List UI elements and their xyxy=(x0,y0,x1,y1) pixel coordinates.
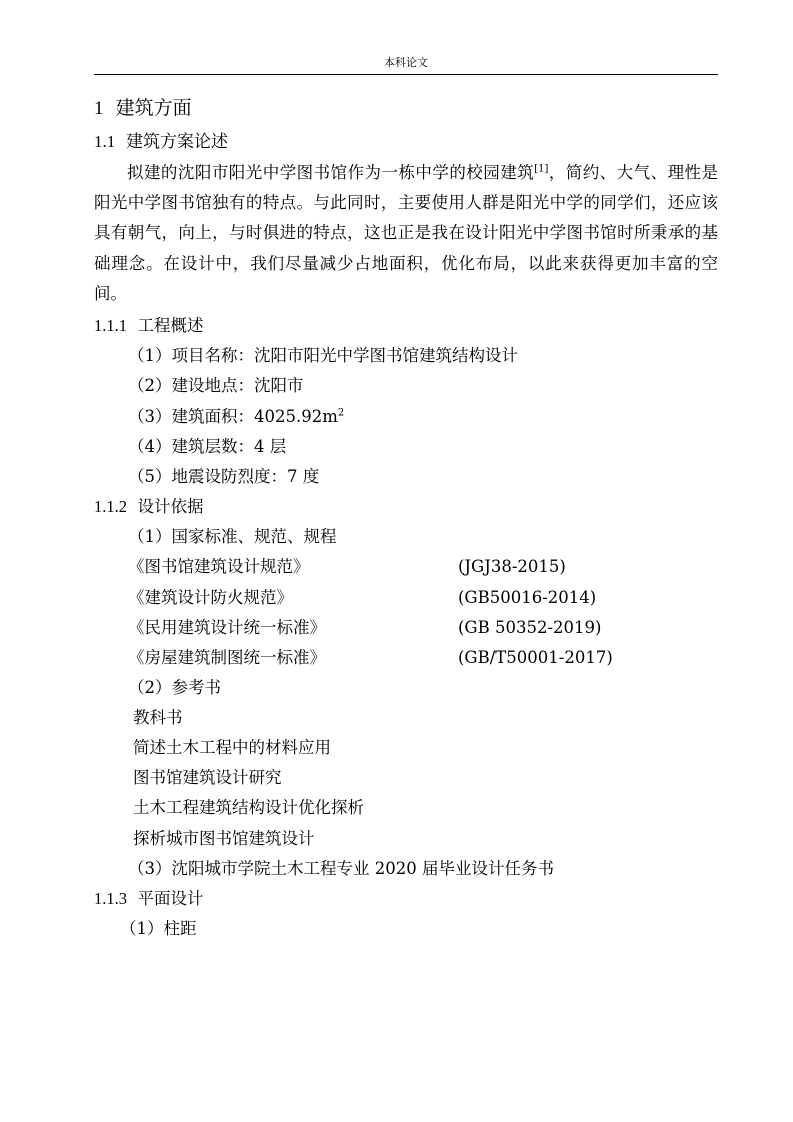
reference-book: 图书馆建筑设计研究 xyxy=(133,768,282,787)
reference-book: 教科书 xyxy=(133,708,183,727)
standard-row xyxy=(128,588,293,608)
standard-row xyxy=(128,648,326,668)
reference-book: 简述土木工程中的材料应用 xyxy=(133,738,331,757)
chapter-title: 建筑方面 xyxy=(115,97,192,119)
reference-books-label: （2）参考书 xyxy=(128,678,221,697)
chapter-number: 1 xyxy=(94,98,104,119)
header-rule xyxy=(94,74,718,75)
subsection-number: 1.1.3 xyxy=(94,889,127,908)
section-number: 1.1 xyxy=(94,132,116,151)
subsection-heading-1-1-2 xyxy=(94,497,204,517)
plan-item: （1）柱距 xyxy=(120,919,197,938)
intro-text-part1: 拟建的沈阳市阳光中学图书馆作为一栋中学的校园建筑 xyxy=(127,163,535,182)
citation-marker: [1] xyxy=(534,163,549,175)
project-item: （4）建筑层数：4 层 xyxy=(128,437,287,456)
area-text: （3）建筑面积：4025.92m xyxy=(128,407,338,426)
standards-label: （1）国家标准、规范、规程 xyxy=(128,527,337,546)
standard-row xyxy=(128,618,326,638)
standard-code: (GB 50352-2019) xyxy=(458,618,602,637)
subsection-title: 设计依据 xyxy=(137,497,204,516)
standard-name: 《建筑设计防火规范》 xyxy=(128,588,293,607)
project-item xyxy=(128,407,344,427)
subsection-title: 平面设计 xyxy=(137,889,204,908)
subsection-number: 1.1.2 xyxy=(94,497,127,516)
running-header: 本科论文 xyxy=(384,56,428,69)
chapter-heading xyxy=(94,98,192,119)
area-unit-superscript: 2 xyxy=(337,407,345,419)
intro-paragraph xyxy=(94,158,718,309)
intro-text-part2: ，简约、大气、理性是阳光中学图书馆独有的特点。与此同时，主要使用人群是阳光中学的同学们，还应该具有朝气，向上，与时俱进的特点，这也正是我在设计阳光中学图书馆时所秉承的基础理念。在设计中，我们尽量减少占地面积，优化布局，以此来获得更加丰富的空间。 xyxy=(94,163,719,303)
reference-book: 探析城市图书馆建筑设计 xyxy=(133,829,315,848)
subsection-number: 1.1.1 xyxy=(94,316,127,335)
subsection-title: 工程概述 xyxy=(137,316,204,335)
reference-book: 土木工程建筑结构设计优化探析 xyxy=(133,798,364,817)
section-heading-1-1 xyxy=(94,132,228,152)
section-title: 建筑方案论述 xyxy=(126,132,229,152)
project-item: （2）建设地点：沈阳市 xyxy=(128,376,304,395)
standard-code: (JGJ38-2015) xyxy=(458,557,566,576)
subsection-heading-1-1-3 xyxy=(94,889,204,909)
subsection-heading-1-1-1 xyxy=(94,316,204,336)
project-item: （1）项目名称：沈阳市阳光中学图书馆建筑结构设计 xyxy=(128,346,518,365)
assignment-doc: （3）沈阳城市学院土木工程专业 2020 届毕业设计任务书 xyxy=(128,859,554,878)
standard-row xyxy=(128,557,310,577)
standard-name: 《房屋建筑制图统一标准》 xyxy=(128,648,326,667)
standard-code: (GB/T50001-2017) xyxy=(458,648,613,667)
standard-name: 《图书馆建筑设计规范》 xyxy=(128,557,310,576)
standard-name: 《民用建筑设计统一标准》 xyxy=(128,618,326,637)
project-item: （5）地震设防烈度：7 度 xyxy=(128,467,320,486)
standard-code: (GB50016-2014) xyxy=(458,588,597,607)
